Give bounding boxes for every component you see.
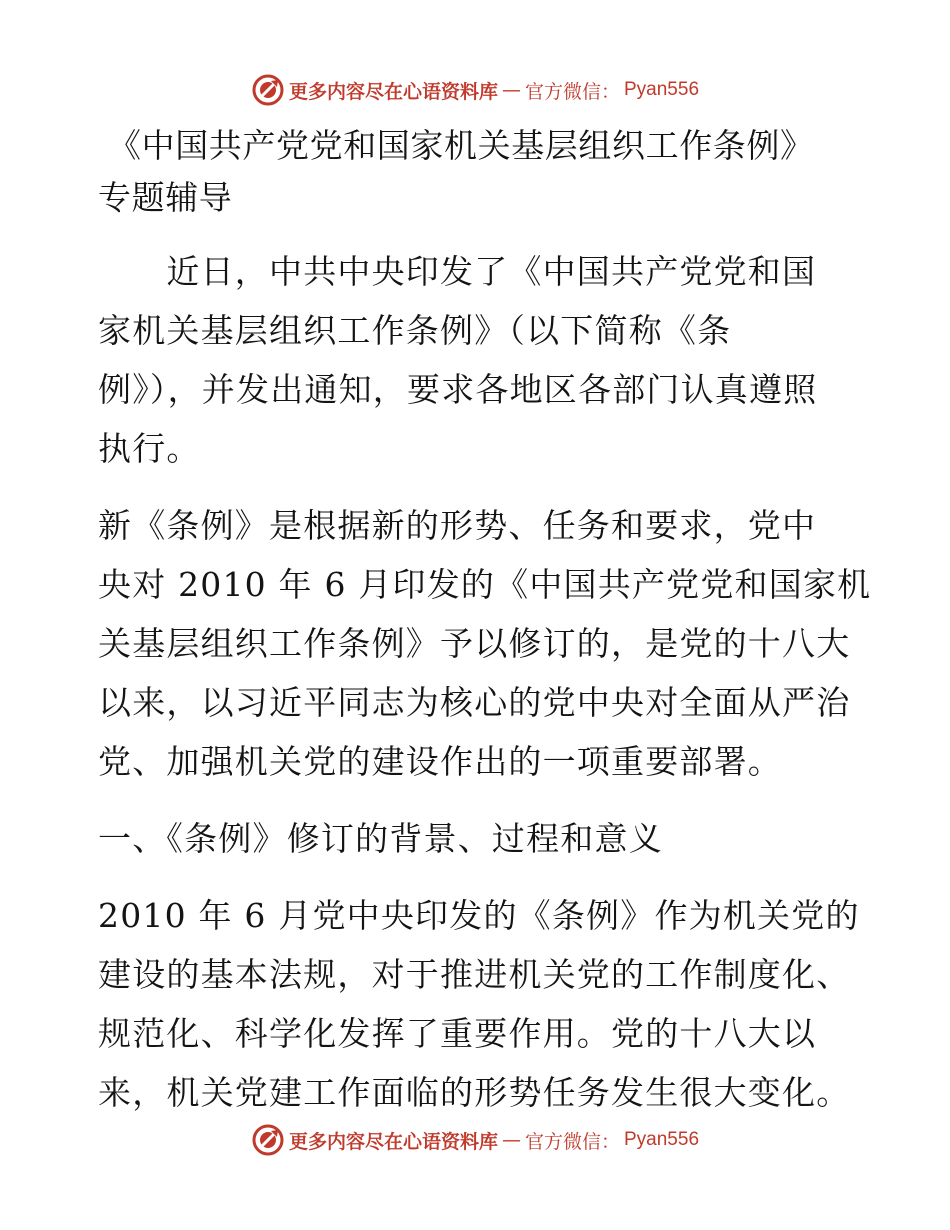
paragraph-intro [98, 242, 850, 478]
brand-logo-icon [251, 73, 285, 107]
paragraph-line: 来，机关党建工作面临的形势任务发生很大变化。 [98, 1073, 851, 1112]
paragraph-section-1 [98, 886, 860, 1122]
paragraph-line: 建设的基本法规，对于推进机关党的工作制度化、 [98, 955, 851, 994]
paragraph-line: 央对 2010 年 6 月印发的《中国共产党党和国家机 [98, 565, 872, 604]
section-heading-1: 一、《条例》修订的背景、过程和意义 [98, 819, 663, 858]
watermark-wechat-label: 官方微信： [524, 1130, 620, 1153]
paragraph-line: 以来，以习近平同志为核心的党中央对全面从严治 [98, 683, 851, 722]
paragraph-line: 家机关基层组织工作条例》（以下简称《条 [98, 311, 732, 350]
watermark-wechat-id: Pyan556 [624, 1129, 700, 1150]
paragraph-line: 执行。 [98, 429, 201, 468]
document-title-line-2: 专题辅导 [98, 178, 233, 217]
watermark-separator: — [501, 1129, 521, 1151]
paragraph-line: 近日，中共中央印发了《中国共产党党和国 [98, 252, 817, 291]
watermark-wechat-id: Pyan556 [624, 79, 700, 100]
watermark-separator: — [501, 79, 521, 101]
watermark-group [251, 73, 699, 107]
paragraph-line: 党、加强机关党的建设作出的一项重要部署。 [98, 742, 782, 781]
watermark-group [251, 1123, 699, 1157]
brand-logo-icon [251, 1123, 285, 1157]
header-watermark [0, 70, 950, 110]
paragraph-line: 规范化、科学化发挥了重要作用。党的十八大以 [98, 1014, 817, 1053]
paragraph-line: 关基层组织工作条例》予以修订的，是党的十八大 [98, 624, 851, 663]
paragraph-line: 例》），并发出通知，要求各地区各部门认真遵照 [98, 370, 818, 409]
paragraph-background [98, 496, 872, 791]
paragraph-line: 新《条例》是根据新的形势、任务和要求，党中 [98, 506, 817, 545]
watermark-brand-text: 更多内容尽在心语资料库 [288, 1130, 498, 1153]
document-body [98, 120, 872, 1122]
watermark-brand-text: 更多内容尽在心语资料库 [288, 80, 498, 103]
paragraph-line: 2010 年 6 月党中央印发的《条例》作为机关党的 [98, 896, 860, 935]
watermark-wechat-label: 官方微信： [524, 80, 620, 103]
document-title-line-1: 《中国共产党党和国家机关基层组织工作条例》 [108, 126, 814, 165]
footer-watermark [0, 1120, 950, 1160]
